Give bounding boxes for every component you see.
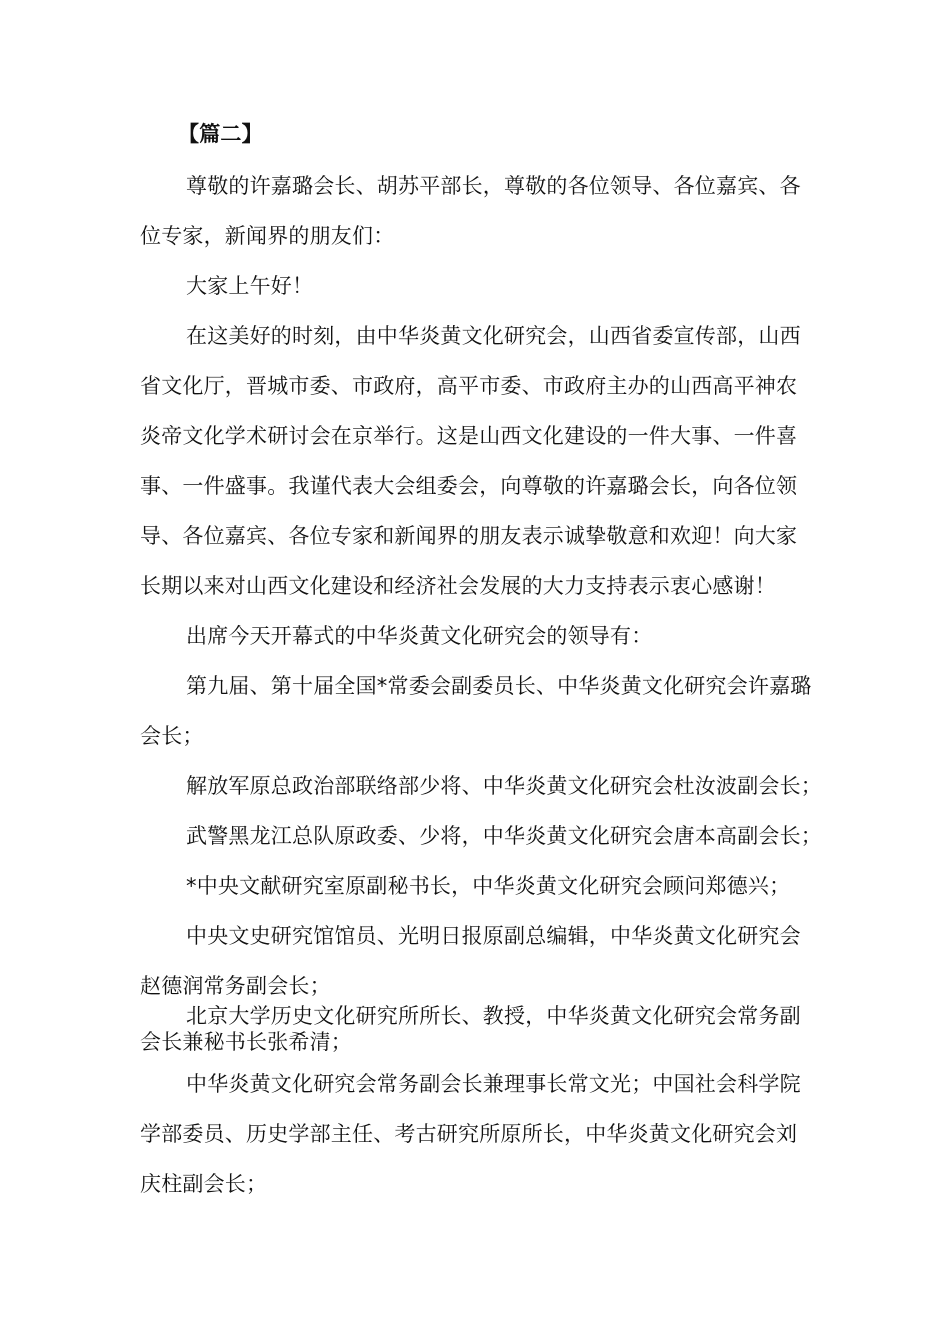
leader-entry-line: 中央文史研究馆馆员、光明日报原副总编辑，中华炎黄文化研究会 xyxy=(186,924,801,948)
intro-paragraph-line: 导、各位嘉宾、各位专家和新闻界的朋友表示诚挚敬意和欢迎！向大家 xyxy=(140,524,798,548)
intro-paragraph-line: 在这美好的时刻，由中华炎黄文化研究会，山西省委宣传部，山西 xyxy=(186,324,801,348)
greeting: 大家上午好！ xyxy=(186,274,314,298)
leader-entry-line: 解放军原总政治部联络部少将、中华炎黄文化研究会杜汝波副会长； xyxy=(186,774,822,798)
leader-entry-line: 会长兼秘书长张希清； xyxy=(140,1030,352,1054)
leaders-intro: 出席今天开幕式的中华炎黄文化研究会的领导有： xyxy=(186,624,653,648)
leader-entry-line: 北京大学历史文化研究所所长、教授，中华炎黄文化研究会常务副 xyxy=(186,1004,801,1028)
intro-paragraph-line: 炎帝文化学术研讨会在京举行。这是山西文化建设的一件大事、一件喜 xyxy=(140,424,798,448)
intro-paragraph-line: 事、一件盛事。我谨代表大会组委会，向尊敬的许嘉璐会长，向各位领 xyxy=(140,474,798,498)
leader-entry-line: 学部委员、历史学部主任、考古研究所原所长，中华炎黄文化研究会刘 xyxy=(140,1122,798,1146)
leader-entry-line: 中华炎黄文化研究会常务副会长兼理事长常文光；中国社会科学院 xyxy=(186,1072,801,1096)
intro-paragraph-line: 省文化厅，晋城市委、市政府，高平市委、市政府主办的山西高平神农 xyxy=(140,374,798,398)
leader-entry-line: 武警黑龙江总队原政委、少将，中华炎黄文化研究会唐本高副会长； xyxy=(186,824,822,848)
leader-entry-line: 会长； xyxy=(140,724,204,748)
salutation-line: 尊敬的许嘉璐会长、胡苏平部长，尊敬的各位领导、各位嘉宾、各 xyxy=(186,174,801,198)
leader-entry-line: *中央文献研究室原副秘书长，中华炎黄文化研究会顾问郑德兴； xyxy=(186,874,791,898)
salutation-line: 位专家，新闻界的朋友们： xyxy=(140,224,395,248)
leader-entry-line: 赵德润常务副会长； xyxy=(140,974,331,998)
intro-paragraph-line: 长期以来对山西文化建设和经济社会发展的大力支持表示衷心感谢！ xyxy=(140,574,776,598)
section-title: 【篇二】 xyxy=(178,122,263,146)
leader-entry-line: 第九届、第十届全国*常委会副委员长、中华炎黄文化研究会许嘉璐 xyxy=(186,674,812,698)
leader-entry-line: 庆柱副会长； xyxy=(140,1172,268,1196)
